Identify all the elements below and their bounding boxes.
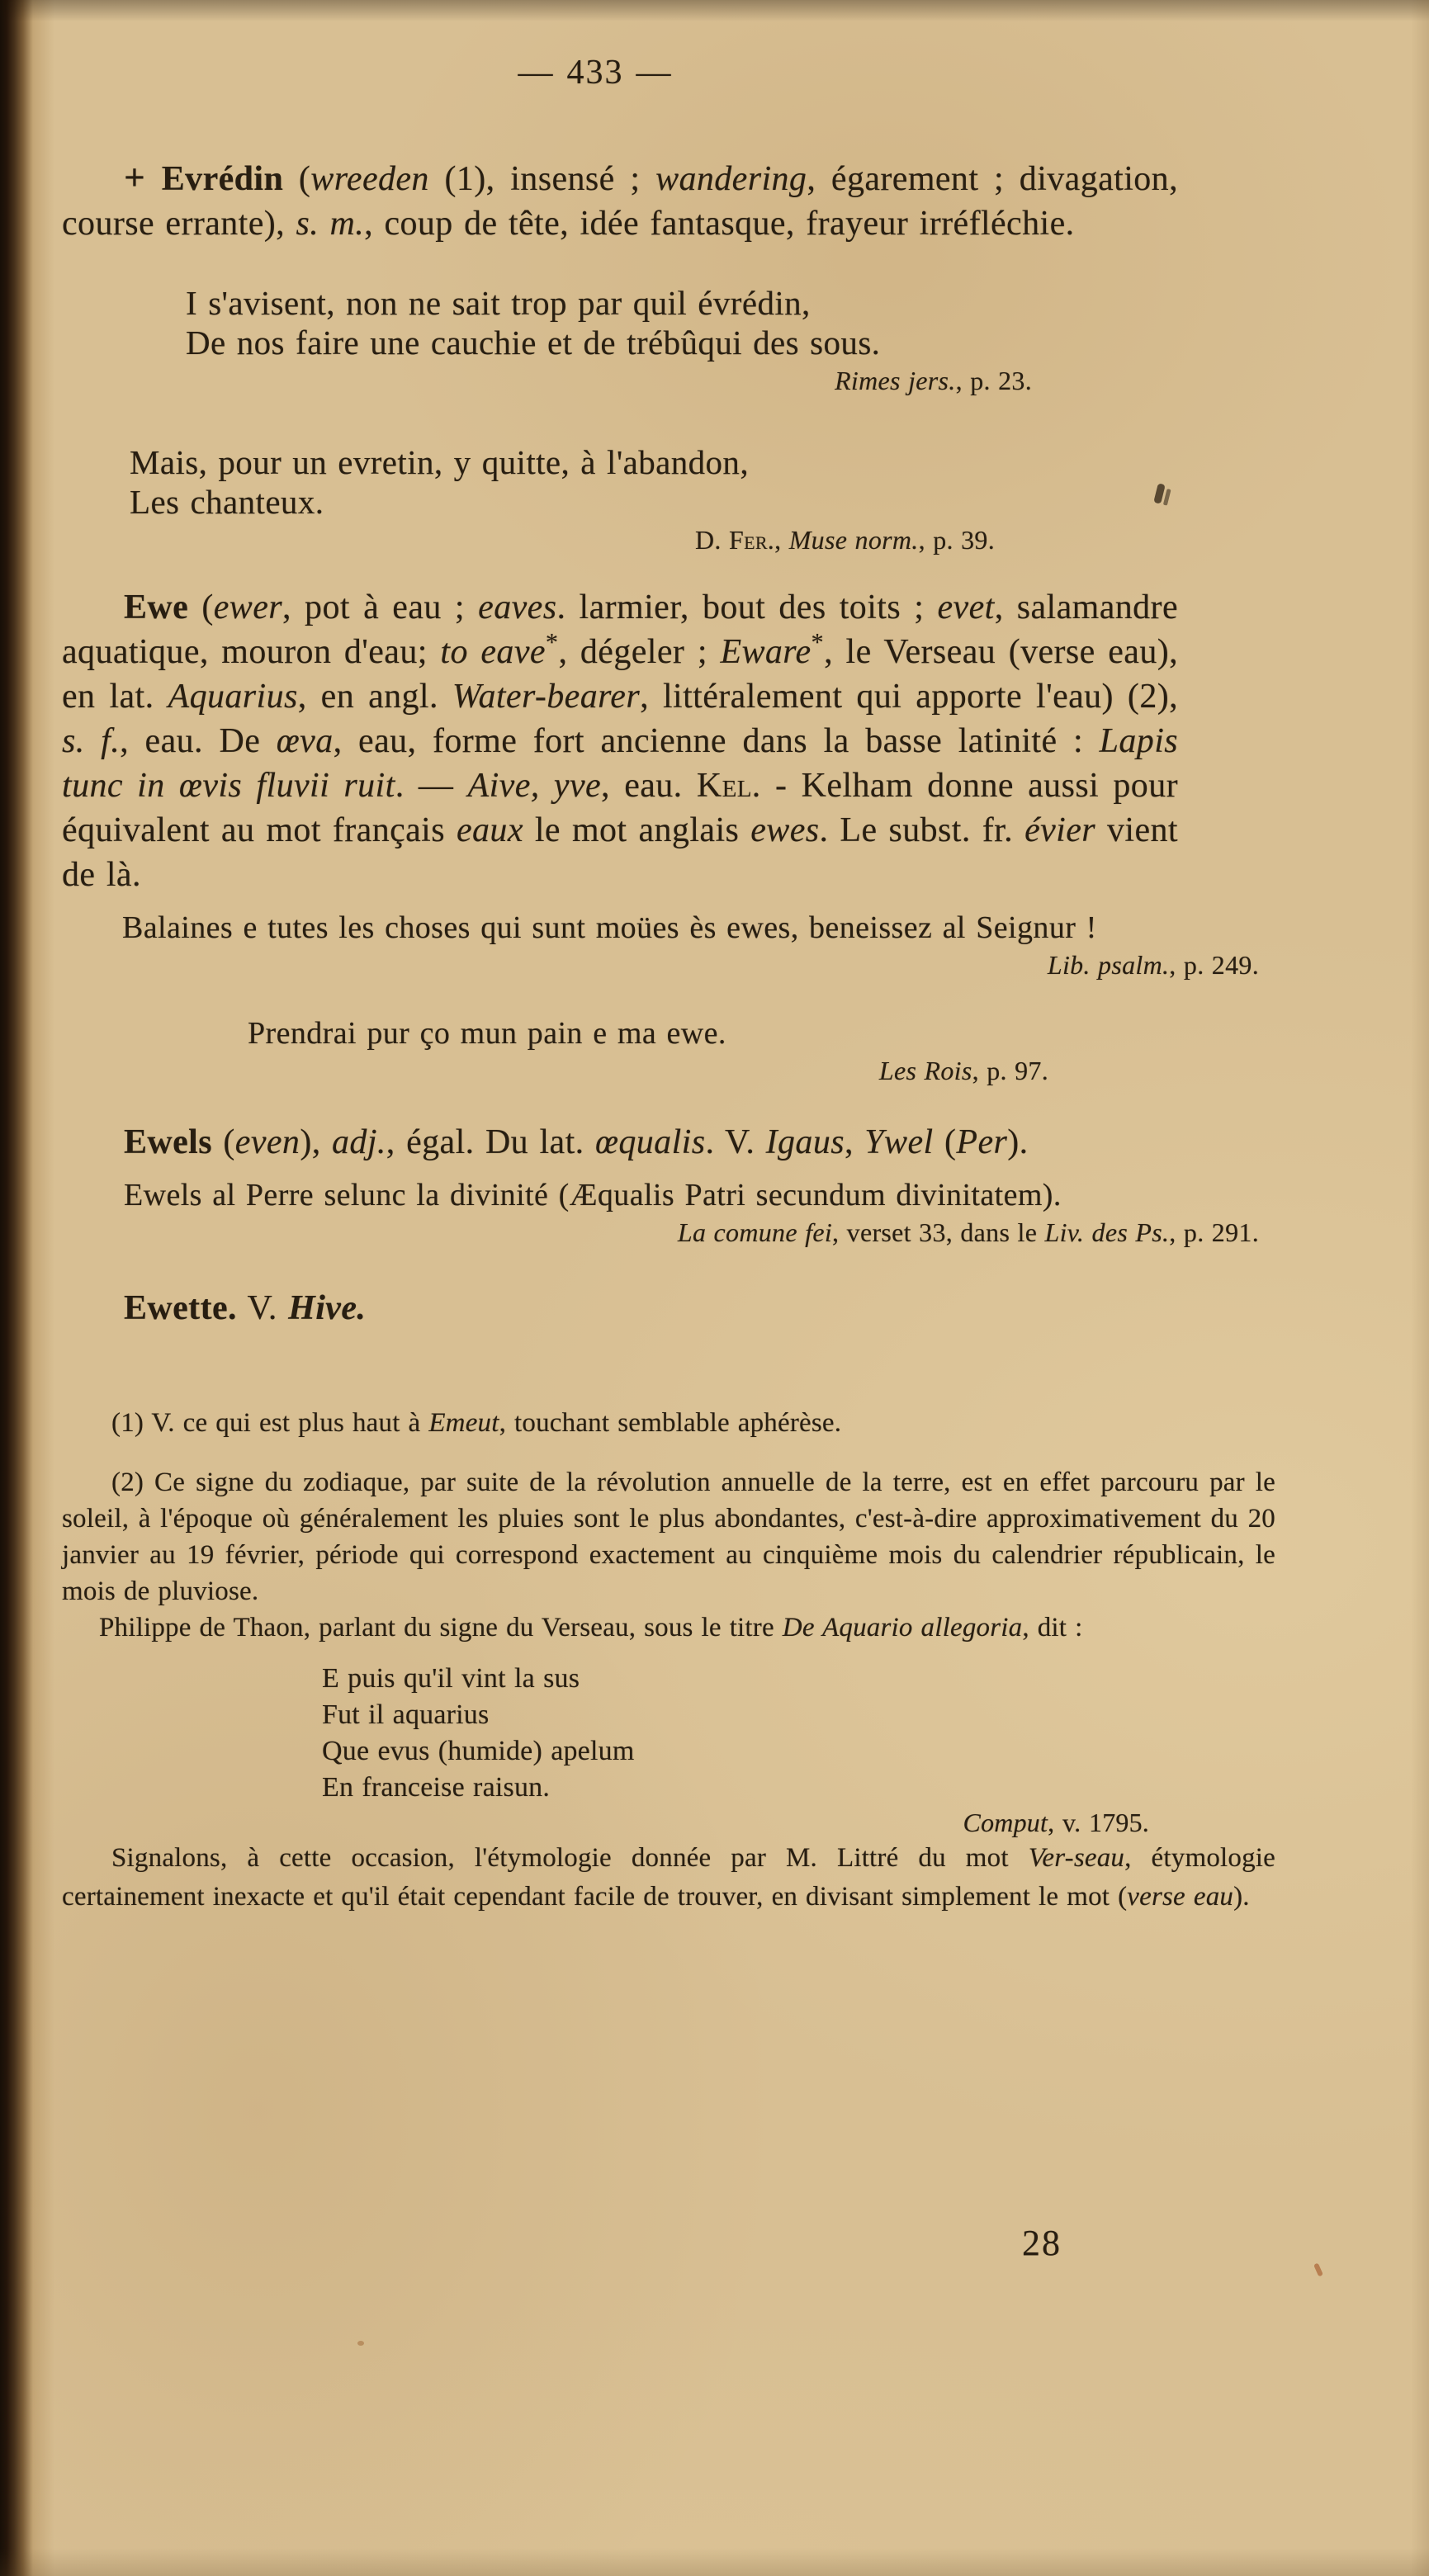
quote-attribution: Rimes jers., p. 23. [835, 366, 1032, 395]
paper-fiber-blemish [1313, 2262, 1323, 2276]
paper-speck-blemish [357, 2341, 364, 2346]
entry-evredin: + Evrédin (wreeden (1), insensé ; wandering, égarement ; divagation, course errante), s. m., coup de tête, idée fantasque, frayeur irréfléchie. [62, 157, 1178, 243]
verse-line: En franceise raisun. [322, 1772, 551, 1803]
quote-line: Prendrai pur ço mun pain e ma ewe. [248, 1016, 726, 1051]
quote-text: Balaines e tutes les choses qui sunt moües ès ewes, beneissez al Seignur ! [122, 910, 1097, 945]
quote-line: Mais, pour un evretin, y quitte, à l'abandon, [130, 443, 749, 481]
page-top-shadow [0, 0, 1429, 21]
footnote-2: (2) Ce signe du zodiaque, par suite de la révolution annuelle de la terre, est en effet parcouru par le soleil, à l'époque où généralement les pluies sont le plus abondantes, c'est-à-dire approximativement du 20 janvier au 19 février, période qui correspond exactement au cinquième mois du calendrier républicain, le mois de pluviose. [62, 1468, 1275, 1606]
quote-attribution: Les Rois, p. 97. [878, 1056, 1048, 1085]
verse-line: Fut il aquarius [322, 1699, 490, 1730]
quote-line: De nos faire une cauchie et de trébûqui des sous. [186, 324, 881, 362]
printer-signature: 28 [1022, 2223, 1062, 2263]
footnote-1: (1) V. ce qui est plus haut à Emeut, touchant semblable aphérèse. [111, 1408, 842, 1438]
quote-line: I s'avisent, non ne sait trop par quil évrédin, [186, 284, 811, 322]
quote-attribution: Lib. psalm., p. 249. [1047, 950, 1259, 980]
page-content [62, 52, 1276, 1917]
page-number-header: — 433 — [518, 54, 673, 92]
quote-muse-normande [130, 442, 995, 556]
quote-les-rois [248, 1014, 1048, 1087]
page-bottom-shadow [0, 2548, 1429, 2576]
verse-comput [322, 1661, 1178, 1806]
entry-ewette: Ewette. V. Hive. [124, 1289, 367, 1327]
binding-gutter-shadow [0, 0, 58, 2576]
verse-attribution: Comput, v. 1795. [963, 1808, 1149, 1837]
quote-attribution: D. Fer., Muse norm., p. 39. [694, 525, 995, 555]
verse-line: Que evus (humide) apelum [322, 1736, 635, 1766]
entry-ewels: Ewels (even), adj., égal. Du lat. œqualis. V. Igaus, Ywel (Per). [124, 1123, 1029, 1161]
quote-text: Ewels al Perre selunc la divinité (Æqualis Patri secundum divinitatem). [124, 1178, 1062, 1212]
page-right-shadow [1411, 0, 1429, 2576]
footnote-2-continued: Philippe de Thaon, parlant du signe du Verseau, sous le titre De Aquario allegoria, dit : [99, 1613, 1083, 1642]
quote-rimes-jersiaises [186, 283, 1032, 397]
quote-la-comune-fei [62, 1176, 1259, 1249]
footnote-3: Signalons, à cette occasion, l'étymologie donnée par M. Littré du mot Ver-seau, étymologie certainement inexacte et qu'il était cependant facile de trouver, en divisant simplement le mot (verse eau). [62, 1843, 1276, 1912]
quote-attribution: La comune fei, verset 33, dans le Liv. des Ps., p. 291. [677, 1217, 1259, 1247]
footnotes-section [62, 1405, 1276, 1917]
quote-line: Les chanteux. [130, 483, 324, 521]
entry-ewe: Ewe (ewer, pot à eau ; eaves. larmier, bout des toits ; evet, salamandre aquatique, mouron d'eau; to eave*, dégeler ; Eware*, le Verseau (verse eau), en lat. Aquarius, en angl. Water-bearer, littéralement qui apporte l'eau) (2), s. f., eau. De œva, eau, forme fort ancienne dans la basse latinité : Lapis tunc in œvis fluvii ruit. — Aive, yve, eau. Kel. - Kelham donne aussi pour équivalent au mot français eaux le mot anglais ewes. Le subst. fr. évier vient de là. [62, 588, 1179, 894]
verse-line: E puis qu'il vint la sus [322, 1663, 580, 1694]
quote-lib-psalm [62, 909, 1259, 981]
